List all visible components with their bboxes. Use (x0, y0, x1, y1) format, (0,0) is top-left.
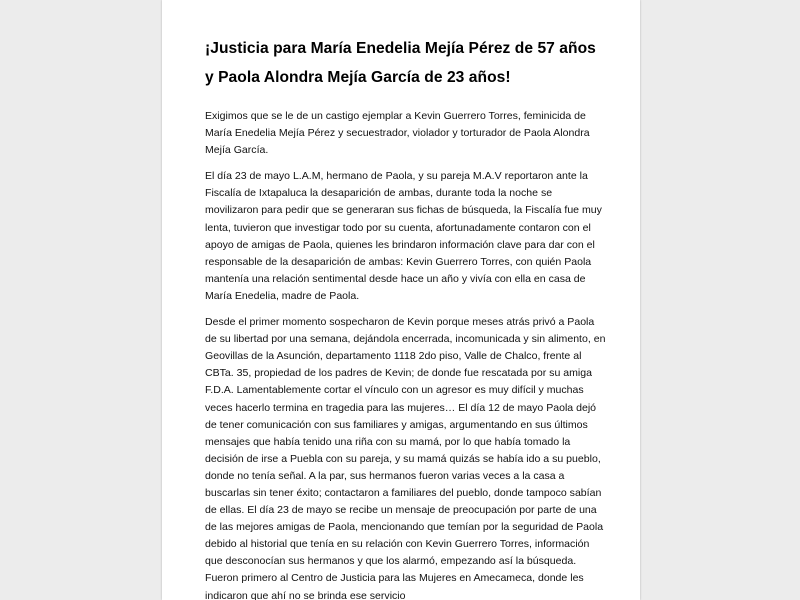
document-title: ¡Justicia para María Enedelia Mejía Pérez de 57 años y Paola Alondra Mejía García de 23 años! (205, 40, 596, 86)
paragraph-demand: Exigimos que se le de un castigo ejemplar a Kevin Guerrero Torres, feminicida de María Enedelia Mejía Pérez y secuestrador, violador y torturador de Paola Alondra Mejía García. (205, 110, 590, 157)
paragraph-report: El día 23 de mayo L.A.M, hermano de Paola, y su pareja M.A.V reportaron ante la Fiscalía de Ixtapaluca la desaparición de ambas, durante toda la noche se movilizaron para pedir que se generaran sus fichas de búsqueda, la Fiscalía fue muy lenta, tuvieron que investigar todo por su cuenta, afortunadamente contaron con el apoyo de amigas de Paola, quienes les brindaron información clave para dar con el responsable de la desaparición de ambas: Kevin Guerrero Torres, con quién Paola mantenía una relación sentimental desde hace un año y vivía con ella en casa de María Enedelia, madre de Paola. (205, 170, 602, 302)
paragraph-background: Desde el primer momento sospecharon de Kevin porque meses atrás privó a Paola de su libertad por una semana, dejándola encerrada, incomunicada y sin alimento, en Geovillas de la Asunción, departamento 1118 2do piso, Valle de Chalco, frente al CBTa. 35, propiedad de los padres de Kevin; de donde fue rescatada por su amiga F.D.A. Lamentablemente cortar el vínculo con un agresor es muy difícil y muchas veces hacerlo termina en tragedia para las mujeres… El día 12 de mayo Paola dejó de tener comunicación con sus familiares y amigas, argumentando en sus últimos mensajes que había tenido una riña con su mamá, por lo que había tomado la decisión de irse a Puebla con su pareja, y su mamá quizás se había ido a su pueblo, donde no tenía señal. A la par, sus hermanos fueron varias veces a la casa a buscarlas sin tener éxito; contactaron a familiares del pueblo, donde tampoco sabían de ellas. El día 23 de mayo se recibe un mensaje de preocupación por parte de una de las mejores amigas de Paola, mencionando que temían por la seguridad de Paola debido al historial que tenía en su relación con Kevin Guerrero Torres, información que desconocían sus hermanos y que los alarmó, empezando así la búsqueda. Fueron primero al Centro de Justicia para las Mujeres en Amecameca, donde les indicaron que ahí no se brinda ese servicio (205, 316, 606, 600)
document-page (162, 0, 640, 600)
